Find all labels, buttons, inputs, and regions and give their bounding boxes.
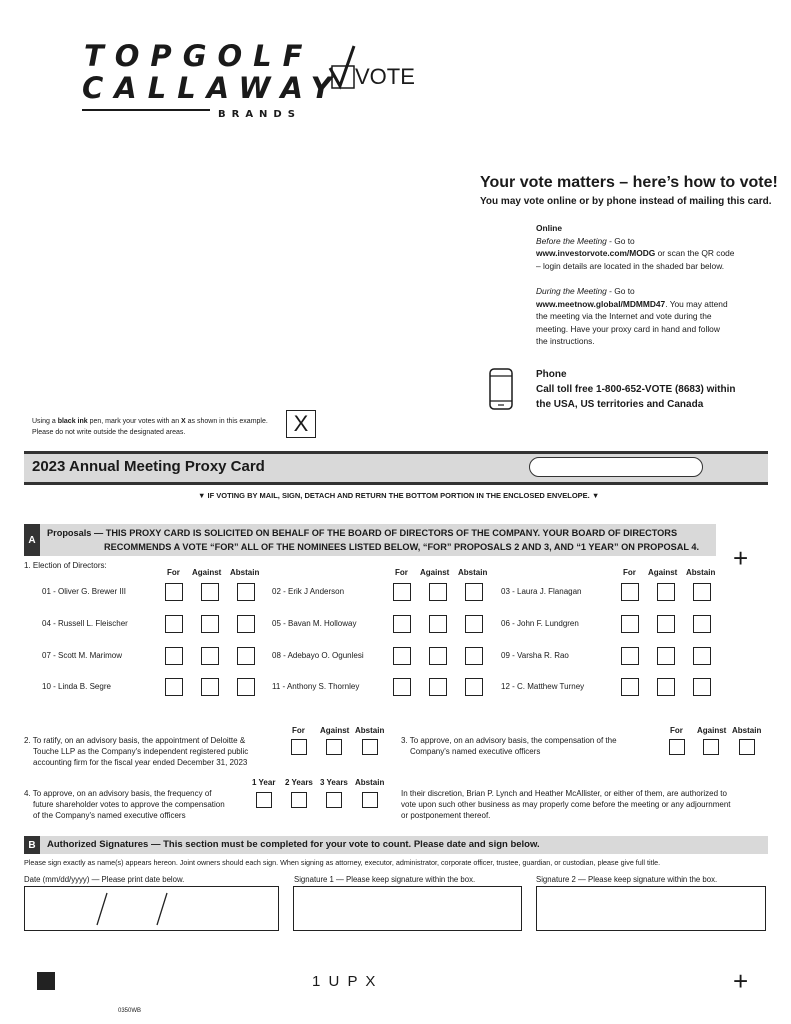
login-details-text: – login details are located in the shaded bar below.	[536, 260, 725, 271]
nominee-against-checkbox[interactable]	[657, 615, 675, 633]
date-label: Date (mm/dd/yyyy) — Please print date below.	[24, 875, 185, 884]
section-a-line2: RECOMMENDS A VOTE “FOR” ALL OF THE NOMINEES LISTED BELOW, “FOR” PROPOSALS 2 AND 3, AND “1 YEAR” ON PROPOSAL 4.	[104, 542, 700, 552]
election-label: 1. Election of Directors:	[24, 561, 107, 570]
section-b-title: Authorized Signatures — This section must be completed for your vote to count. Please date and sign below.	[47, 839, 540, 850]
p2-abstain-header: Abstain	[355, 726, 385, 735]
logo-line-brands: BRANDS	[218, 109, 301, 120]
nominee-for-checkbox[interactable]	[621, 678, 639, 696]
nominee-against-checkbox[interactable]	[429, 678, 447, 696]
detach-note	[198, 491, 599, 500]
phone-voting-block	[536, 367, 736, 412]
instr-black-ink: black ink	[57, 418, 88, 425]
p4-abstain-header: Abstain	[355, 778, 385, 787]
nominee-against-checkbox[interactable]	[201, 583, 219, 601]
nominee-against-checkbox[interactable]	[657, 583, 675, 601]
nominee-name: 08 - Adebayo O. Ogunlesi	[272, 651, 364, 660]
nominee-abstain-checkbox[interactable]	[693, 615, 711, 633]
nominee-name: 12 - C. Matthew Turney	[501, 682, 585, 691]
nominee-name: 01 - Oliver G. Brewer III	[42, 587, 127, 596]
signature2-box[interactable]	[536, 886, 766, 931]
investorvote-link[interactable]: www.investorvote.com/MODG	[536, 248, 656, 258]
p4-2years-header: 2 Years	[285, 778, 313, 787]
p3-against-checkbox[interactable]	[703, 739, 719, 755]
nominee-abstain-checkbox[interactable]	[465, 615, 483, 633]
phone-text-line2: the USA, US territories and Canada	[536, 399, 704, 410]
nominee-for-checkbox[interactable]	[621, 583, 639, 601]
nominee-abstain-checkbox[interactable]	[693, 678, 711, 696]
down-triangle-icon: ▼	[589, 491, 600, 500]
instr-x: X	[181, 418, 186, 425]
instr-line2: Please do not write outside the designated areas.	[32, 429, 186, 436]
plus-mark-icon: +	[733, 543, 749, 573]
during-meeting-label: During the Meeting	[536, 286, 607, 296]
nominee-abstain-checkbox[interactable]	[465, 678, 483, 696]
nominee-col-header: For	[395, 568, 408, 577]
signature1-box[interactable]	[293, 886, 522, 931]
logo-line-callaway: CALLAWAY	[82, 71, 343, 105]
p4-2years-checkbox[interactable]	[291, 792, 307, 808]
before-meeting-label: Before the Meeting	[536, 235, 607, 246]
example-mark-box: X	[286, 410, 316, 438]
proposal-3-text	[401, 735, 617, 757]
logo-line-topgolf: TOPGOLF	[84, 39, 314, 73]
nominee-abstain-checkbox[interactable]	[693, 647, 711, 665]
p2-abstain-checkbox[interactable]	[362, 739, 378, 755]
p4-3years-checkbox[interactable]	[326, 792, 342, 808]
nominee-name: 02 - Erik J Anderson	[272, 587, 345, 596]
nominee-name: 03 - Laura J. Flanagan	[501, 587, 582, 596]
nominee-against-checkbox[interactable]	[201, 647, 219, 665]
p3-abstain-header: Abstain	[732, 726, 762, 735]
p2-line1: 2. To ratify, on an advisory basis, the appointment of Deloitte &	[24, 736, 246, 745]
nominee-abstain-checkbox[interactable]	[465, 583, 483, 601]
vote-info-subtitle: You may vote online or by phone instead of mailing this card.	[480, 196, 772, 207]
nominee-against-checkbox[interactable]	[201, 615, 219, 633]
p3-abstain-checkbox[interactable]	[739, 739, 755, 755]
down-triangle-icon: ▼	[198, 491, 208, 500]
nominee-col-header: Abstain	[230, 568, 260, 577]
phone-text-line1: Call toll free 1-800-652-VOTE (8683) within	[536, 384, 736, 395]
p2-line2: Touche LLP as the Company's independent registered public	[33, 747, 249, 756]
p3-line2: Company's named executive officers	[410, 747, 541, 756]
instr-c: pen, mark your votes with an	[87, 418, 182, 425]
nominee-col-header: Abstain	[686, 568, 716, 577]
online-heading: Online	[536, 223, 563, 233]
footer-code: 1 U P X	[312, 973, 378, 990]
proxy-card-title: 2023 Annual Meeting Proxy Card	[32, 458, 265, 475]
nominee-for-checkbox[interactable]	[165, 583, 183, 601]
discretion-line1: In their discretion, Brian P. Lynch and Heather McAllister, or either of them, are authorized to	[401, 789, 727, 798]
vote-wordmark: VOTE	[355, 64, 415, 89]
logo-rule	[82, 109, 210, 111]
p4-line2: future shareholder votes to approve the compensation	[33, 800, 225, 809]
section-a-tag: A	[24, 524, 40, 556]
vote-info-title: Your vote matters – here’s how to vote!	[480, 174, 778, 191]
nominee-abstain-checkbox[interactable]	[237, 678, 255, 696]
nominee-name: 11 - Anthony S. Thornley	[272, 682, 360, 691]
proposal-4-text	[24, 788, 225, 821]
nominee-name: 05 - Bavan M. Holloway	[272, 619, 357, 628]
signature1-label: Signature 1 — Please keep signature within the box.	[294, 875, 476, 884]
nominee-against-checkbox[interactable]	[429, 583, 447, 601]
nominee-col-header: For	[623, 568, 636, 577]
nominee-for-checkbox[interactable]	[165, 647, 183, 665]
nominee-col-header: Against	[648, 568, 678, 577]
nominee-name: 09 - Varsha R. Rao	[501, 651, 569, 660]
p3-for-header: For	[670, 726, 683, 735]
proposal-2-text	[24, 735, 248, 768]
discretion-text	[401, 788, 731, 821]
phone-icon	[489, 368, 513, 410]
nominee-for-checkbox[interactable]	[621, 647, 639, 665]
section-a-line1: Proposals — THIS PROXY CARD IS SOLICITED ON BEHALF OF THE BOARD OF DIRECTORS OF THE COMPANY. YOUR BOARD OF DIRECTORS	[47, 528, 678, 538]
p3-for-checkbox[interactable]	[669, 739, 685, 755]
p4-1year-header: 1 Year	[252, 778, 276, 787]
nominee-name: 04 - Russell L. Fleischer	[42, 619, 128, 628]
during-meeting-text: - Go to	[606, 286, 635, 296]
p3-line1: 3. To approve, on an advisory basis, the compensation of the	[401, 736, 617, 745]
date-separator-slashes-icon	[25, 887, 277, 929]
plus-mark-icon: +	[733, 966, 749, 996]
discretion-line2: vote upon such other business as may properly come before the meeting or any adjournment	[401, 800, 731, 809]
nominee-for-checkbox[interactable]	[165, 678, 183, 696]
marking-instructions	[32, 416, 268, 438]
p2-for-header: For	[292, 726, 305, 735]
p4-1year-checkbox[interactable]	[256, 792, 272, 808]
nominee-abstain-checkbox[interactable]	[693, 583, 711, 601]
nominee-col-header: Against	[420, 568, 450, 577]
nominee-for-checkbox[interactable]	[393, 647, 411, 665]
date-input-box[interactable]	[24, 886, 279, 931]
login-details-oval	[529, 457, 703, 477]
online-voting-block	[536, 222, 766, 348]
form-id: 0350WB	[118, 1008, 142, 1014]
p4-3years-header: 3 Years	[320, 778, 348, 787]
phone-heading: Phone	[536, 369, 567, 380]
nominee-for-checkbox[interactable]	[165, 615, 183, 633]
nominee-against-checkbox[interactable]	[201, 678, 219, 696]
nominee-abstain-checkbox[interactable]	[465, 647, 483, 665]
p2-against-checkbox[interactable]	[326, 739, 342, 755]
nominee-for-checkbox[interactable]	[393, 615, 411, 633]
nominee-col-header: Abstain	[458, 568, 488, 577]
nominee-abstain-checkbox[interactable]	[237, 647, 255, 665]
nominee-for-checkbox[interactable]	[393, 583, 411, 601]
p2-line3: accounting firm for the fiscal year ended December 31, 2023	[33, 758, 248, 767]
p4-abstain-checkbox[interactable]	[362, 792, 378, 808]
p4-line1: 4. To approve, on an advisory basis, the frequency of	[24, 789, 212, 798]
qr-text: or scan the QR code	[655, 248, 735, 258]
nominee-against-checkbox[interactable]	[657, 678, 675, 696]
nominee-against-checkbox[interactable]	[657, 647, 675, 665]
during-text-line4: meeting. Have your proxy card in hand and follow	[536, 323, 720, 334]
nominee-abstain-checkbox[interactable]	[237, 583, 255, 601]
detach-note-text: IF VOTING BY MAIL, SIGN, DETACH AND RETURN THE BOTTOM PORTION IN THE ENCLOSED ENVELOPE.	[207, 491, 590, 500]
before-meeting-text: - Go to	[606, 235, 635, 246]
nominee-col-header: Against	[192, 568, 222, 577]
meetnow-link[interactable]: www.meetnow.global/MDMMD47	[536, 298, 666, 309]
nominee-against-checkbox[interactable]	[429, 647, 447, 665]
registration-square-mark	[37, 972, 55, 990]
nominee-col-header: For	[167, 568, 180, 577]
nominee-name: 06 - John F. Lundgren	[501, 619, 579, 628]
p2-for-checkbox[interactable]	[291, 739, 307, 755]
p2-against-header: Against	[320, 726, 350, 735]
nominee-abstain-checkbox[interactable]	[237, 615, 255, 633]
instr-a: Using a	[32, 418, 58, 425]
signature2-label: Signature 2 — Please keep signature within the box.	[536, 875, 718, 884]
nominee-name: 07 - Scott M. Marimow	[42, 651, 123, 660]
nominee-against-checkbox[interactable]	[429, 615, 447, 633]
p3-against-header: Against	[697, 726, 727, 735]
during-text-line3: the meeting via the Internet and vote during the	[536, 311, 712, 321]
signature-note: Please sign exactly as name(s) appears hereon. Joint owners should each sign. When signing as attorney, executor, administrator, corporate officer, trustee, guardian, or custodian, please give full title.	[24, 858, 661, 867]
discretion-line3: or postponement thereof.	[401, 811, 491, 820]
nominee-for-checkbox[interactable]	[393, 678, 411, 696]
during-text-line5: the instructions.	[536, 336, 595, 346]
nominee-name: 10 - Linda B. Segre	[42, 682, 111, 691]
attend-text: . You may attend	[665, 298, 728, 309]
section-b-tag: B	[24, 836, 40, 854]
p4-line3: of the Company's named executive officers	[33, 811, 186, 820]
instr-e: as shown in this example.	[185, 418, 268, 425]
vote-checkmark-icon	[326, 42, 356, 92]
nominee-for-checkbox[interactable]	[621, 615, 639, 633]
